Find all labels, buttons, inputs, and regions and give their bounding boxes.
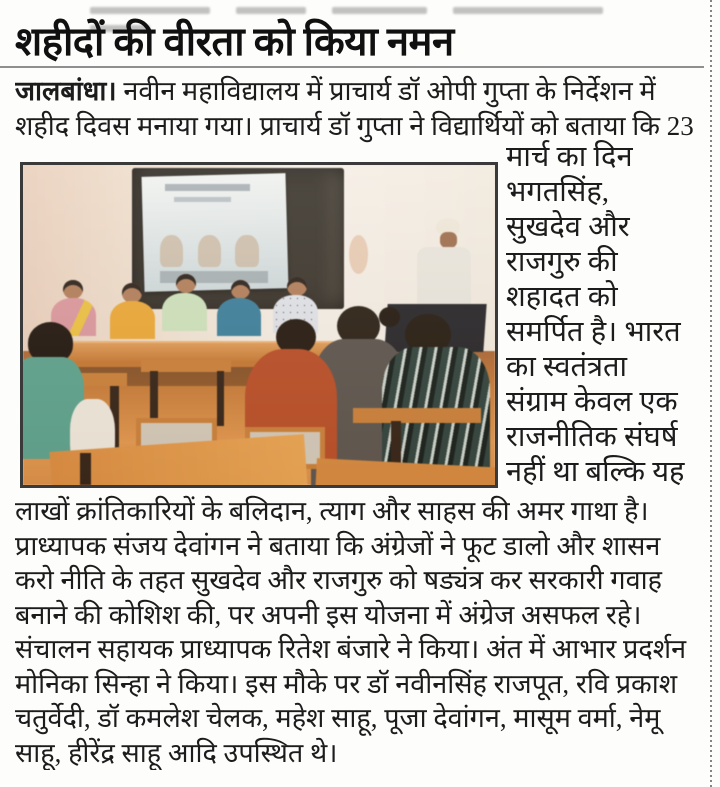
intro-line-1-text: नवीन महाविद्यालय में प्राचार्य डॉ ओपी गुप्ता के निर्देशन में [116, 76, 656, 106]
dateline: जालबांधा। [15, 76, 117, 106]
body-line: प्राध्यापक संजय देवांगन ने बताया कि अंग्रेजों ने फूट डालो और शासन [15, 530, 661, 561]
guest-4-man-blue-shirt [217, 298, 262, 336]
body-line: करो नीति के तहत सुखदेव और राजगुरु को षड्यंत्र कर सरकारी गवाह [15, 565, 662, 595]
side-line: राजगुरु की [506, 246, 618, 278]
martyr-portrait-3 [235, 235, 259, 267]
body-line: चतुर्वेदी, डॉ कमलेश चेलक, महेश साहू, पूजा देवांगन, मासूम वर्मा, नेमू [15, 703, 661, 733]
intro-line-2: शहीद दिवस मनाया गया। प्राचार्य डॉ गुप्ता ने विद्यार्थियों को बताया कि 23 [15, 111, 694, 141]
article-body [15, 494, 715, 770]
photo-scene [23, 165, 495, 485]
body-line: बनाने की कोशिश की, पर अपनी इस योजना में अंग्रेज असफल रहे। [15, 599, 642, 630]
guest-3-man-green-shirt [162, 293, 207, 331]
side-line: राजनीतिक संघर्ष [506, 421, 678, 453]
body-line: साहू, हीरेंद्र साहू आदि उपस्थित थे। [15, 737, 338, 768]
headline-divider-rule [0, 66, 704, 68]
side-line: सुखदेव और [506, 211, 630, 243]
guest-2-head [122, 283, 142, 302]
body-line: मोनिका सिन्हा ने किया। इस मौके पर डॉ नवीनसिंह राजपूत, रवि प्रकाश [15, 668, 678, 699]
mid-desk-leg-right [217, 371, 225, 425]
body-line: संचालन सहायक प्राध्यापक रितेश बंजारे ने किया। अंत में आभार प्रदर्शन [15, 634, 687, 664]
news-photo-classroom-event [20, 162, 498, 488]
speaker-face [440, 232, 457, 248]
side-line: का स्वतंत्रता [506, 351, 628, 383]
screen-title-text [165, 184, 250, 190]
guest-2-woman-orange-saree [110, 301, 155, 339]
side-line: शहादत को [506, 281, 618, 313]
side-line: समर्पित है। भारत [506, 316, 681, 348]
mid-desk-top [141, 360, 231, 372]
column-separator-dotted-line [710, 0, 712, 787]
side-line: भगतसिंह, [506, 176, 610, 208]
front-right-bench [353, 408, 480, 422]
side-line: संग्राम केवल एक [506, 386, 678, 418]
martyr-portrait-2 [198, 235, 222, 267]
foreground-desk-leg [80, 453, 91, 485]
side-text-column [506, 140, 711, 490]
intro-line-1 [15, 74, 707, 109]
photo-and-side-column [0, 141, 720, 488]
screen-subtitle-text [174, 197, 231, 202]
article-intro [15, 74, 707, 144]
guest-3-head [176, 274, 196, 293]
martyr-portrait-1 [160, 235, 184, 267]
article-headline: शहीदों की वीरता को किया नमन [15, 19, 454, 64]
side-line: नहीं था बल्कि यह [506, 456, 685, 488]
body-line: लाखों क्रांतिकारियों के बलिदान, त्याग और साहस की अमर गाथा है। [15, 496, 649, 526]
wall-smudge [349, 235, 368, 273]
side-line: मार्च का दिन [506, 141, 633, 173]
